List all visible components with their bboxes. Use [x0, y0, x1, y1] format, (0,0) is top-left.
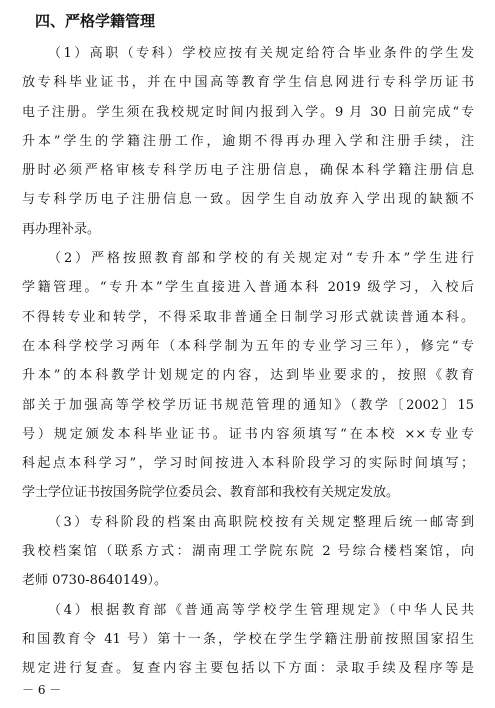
paragraph-line: 与专科学历电子注册信息一致。因学生自动放弃入学出现的缺额不	[22, 192, 474, 208]
paragraph-line: （4）根据教育部《普通高等学校学生管理规定》（中华人民共	[48, 602, 474, 618]
body-text	[22, 39, 474, 684]
paragraph-line: 学籍管理。“专升本”学生直接进入普通本科 2019 级学习，入校后	[22, 280, 474, 296]
paragraph-line: （3）专科阶段的档案由高职院校按有关规定整理后统一邮寄到	[48, 514, 474, 530]
paragraph-line: （2）严格按照教育部和学校的有关规定对“专升本”学生进行	[48, 251, 474, 267]
paragraph-line: 不得转专业和转学，不得采取非普通全日制学习形式就读普通本科。	[22, 309, 474, 325]
paragraph-line: 规定进行复查。复查内容主要包括以下方面：录取手续及程序等是	[22, 661, 474, 677]
paragraph-line: 和国教育令 41 号）第十一条，学校在学生学籍注册前按照国家招生	[22, 631, 474, 647]
paragraph-1	[22, 39, 474, 244]
paragraph-line: 我校档案馆（联系方式：湖南理工学院东院 2 号综合楼档案馆，向	[22, 544, 474, 560]
paragraph-line: 电子注册。学生须在我校规定时间内报到入学。9 月 30 日前完成“专	[22, 104, 474, 120]
paragraph-line: 在本科学校学习两年（本科学制为五年的专业学习三年），修完“专	[22, 338, 474, 354]
paragraph-line: 部关于加强高等学校学历证书规范管理的通知》（教学〔2002〕15	[22, 397, 474, 413]
paragraph-line: 老师 0730-8640149）。	[22, 573, 168, 589]
paragraph-line: 升本”学生的学籍注册工作，逾期不得再办理入学和注册手续，注	[22, 133, 474, 149]
paragraph-line: 放专科毕业证书，并在中国高等教育学生信息网进行专科学历证书	[22, 75, 474, 91]
paragraph-line: 号）规定颁发本科毕业证书。证书内容须填写“在本校 ××专业专	[22, 426, 474, 442]
paragraph-2	[22, 244, 474, 508]
paragraph-4	[22, 596, 474, 684]
paragraph-3	[22, 508, 474, 596]
paragraph-line: （1）高职（专科）学校应按有关规定给符合毕业条件的学生发	[48, 46, 474, 61]
page-number: － 6 －	[22, 683, 62, 697]
paragraph-line: 科起点本科学习”，学习时间按进入本科阶段学习的实际时间填写；	[22, 456, 474, 472]
paragraph-line: 册时必须严格审核专科学历电子注册信息，确保本科学籍注册信息	[22, 163, 474, 179]
paragraph-line: 再办理补录。	[22, 221, 101, 237]
paragraph-line: 升本”的本科教学计划规定的内容，达到毕业要求的，按照《教育	[22, 368, 474, 384]
section-heading: 四、严格学籍管理	[35, 12, 156, 30]
paragraph-line: 学士学位证书按国务院学位委员会、教育部和我校有关规定发放。	[22, 485, 400, 501]
